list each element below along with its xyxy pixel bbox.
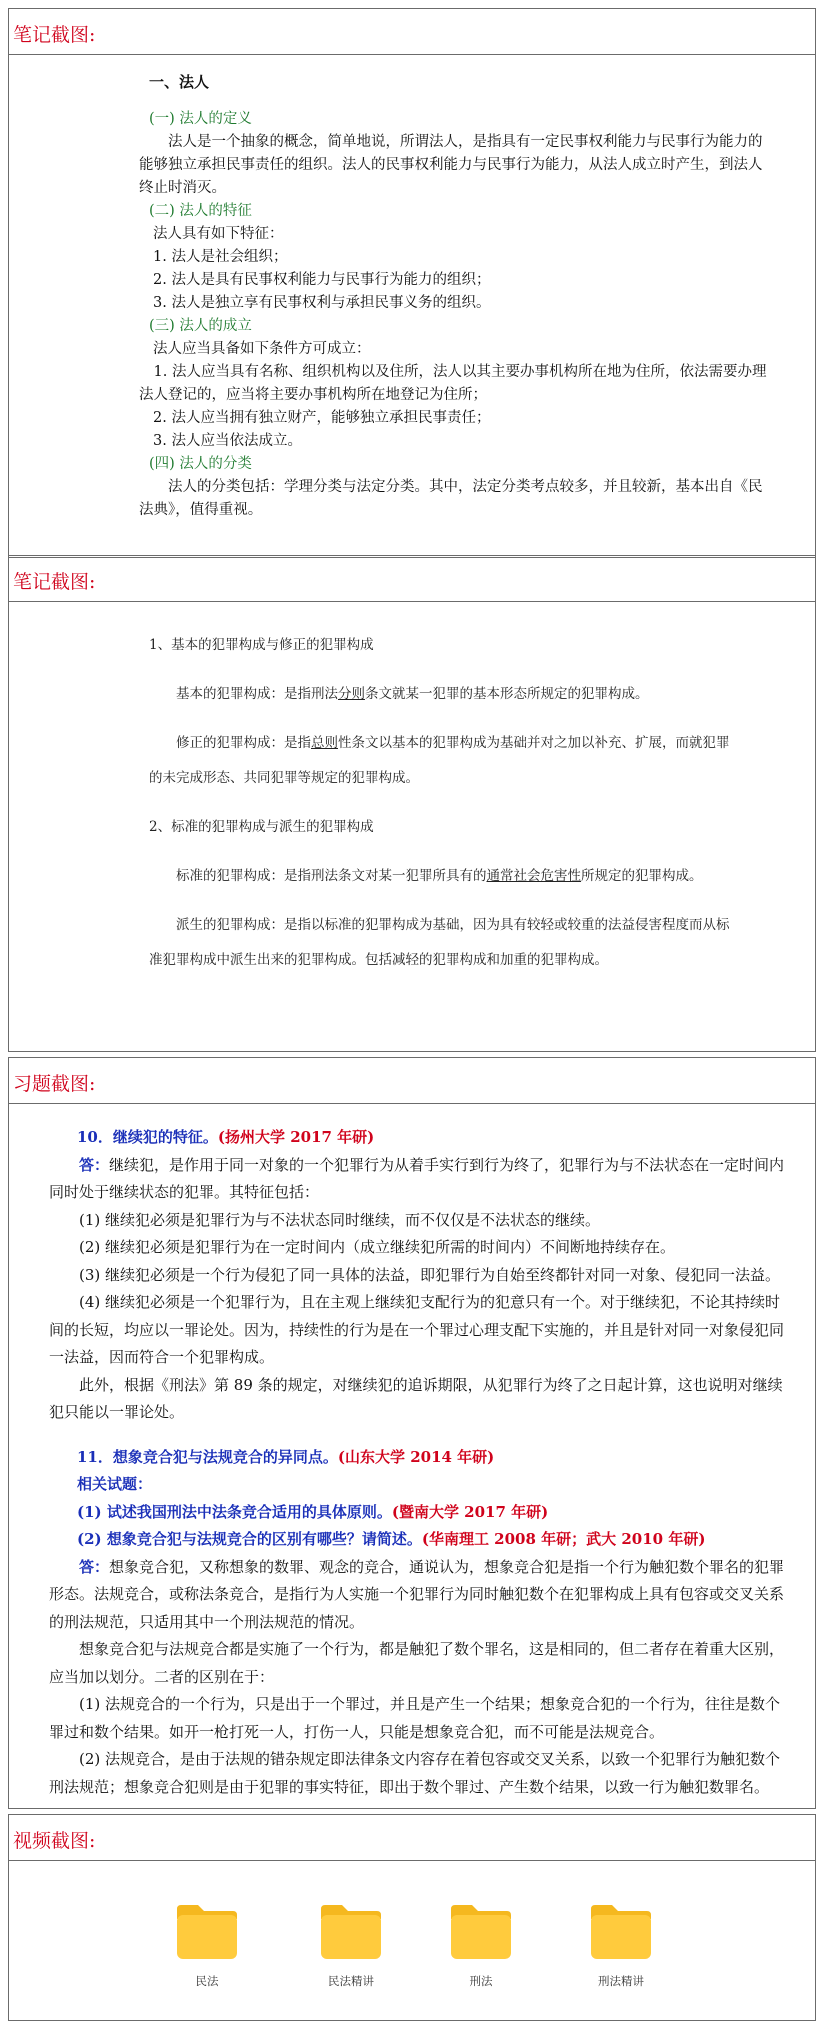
underlined-term: 分则 <box>338 686 365 702</box>
folder-list <box>9 1901 815 2011</box>
folder-icon <box>441 1901 521 1961</box>
question-source: (山东大学 2014 年研) <box>337 1447 495 1466</box>
folder-minfa[interactable] <box>167 1901 247 2001</box>
answer-label: 答： <box>79 1155 110 1174</box>
answer-item: (3) 继续犯必须是一个行为侵犯了同一具体的法益，即犯罪行为自始至终都针对同一对象、侵犯同一法益。 <box>79 1265 781 1284</box>
establishment-item: 2. 法人应当拥有独立财产，能够独立承担民事责任； <box>153 410 491 426</box>
subheading-classification: (四) 法人的分类 <box>149 456 252 472</box>
paragraph-standard: 标准的犯罪构成：是指刑法条文对某一犯罪所具有的通常社会危害性所规定的犯罪构成。 <box>176 868 703 884</box>
feature-item: 1. 法人是社会组织； <box>153 249 288 265</box>
topic-heading: 2、标准的犯罪构成与派生的犯罪构成 <box>149 819 374 835</box>
definition-paragraph: 法人是一个抽象的概念，简单地说，所谓法人，是指具有一定民事权利能力与民事行为能力的能够独立承担民事责任的组织。法人的民事权利能力与民事行为能力，从法人成立时产生，到法人终止时消灭。 <box>139 134 763 196</box>
section-header: 习题截图: <box>9 1058 815 1104</box>
video-section <box>8 1814 816 2021</box>
question-source: (暨南大学 2017 年研) <box>391 1502 549 1521</box>
folder-icon <box>167 1901 247 1961</box>
paragraph-derived: 派生的犯罪构成：是指以标准的犯罪构成为基础，因为具有较轻或较重的法益侵害程度而从标准犯罪构成中派生出来的犯罪构成。包括减轻的犯罪构成和加重的犯罪构成。 <box>149 917 730 968</box>
underlined-term: 总则 <box>311 735 338 751</box>
features-intro: 法人具有如下特征： <box>153 226 284 242</box>
establishment-item: 3. 法人应当依法成立。 <box>153 433 302 449</box>
question-11: 11．想象竞合犯与法规竞合的异同点。(山东大学 2014 年研) <box>77 1447 495 1466</box>
section-header: 笔记截图: <box>9 556 815 602</box>
subheading-establishment: (三) 法人的成立 <box>149 318 252 334</box>
subheading-definition: (一) 法人的定义 <box>149 111 252 127</box>
feature-item: 3. 法人是独立享有民事权利与承担民事义务的组织。 <box>153 295 491 311</box>
section-header: 笔记截图: <box>9 9 815 55</box>
notes-section-2 <box>8 555 816 1052</box>
answer-item: (1) 法规竞合的一个行为，只是出于一个罪过，并且是产生一个结果；想象竞合犯的一个行为，往往是数个罪过和数个结果。如开一枪打死一人，打伤一人，只能是想象竞合犯，而不可能是法规竞合。 <box>49 1695 781 1741</box>
exercises-content <box>49 1124 787 1801</box>
answer-item: (2) 法规竞合，是由于法规的错杂规定即法律条文内容存在着包容或交叉关系，以致一个犯罪行为触犯数个刑法规范；想象竞合犯则是由于犯罪的事实特征，即出于数个罪过、产生数个结果，以致一行为触犯数罪名。 <box>49 1750 781 1796</box>
exercises-section <box>8 1057 816 1809</box>
establishment-intro: 法人应当具备如下条件方可成立： <box>153 341 371 357</box>
answer-item: (4) 继续犯必须是一个犯罪行为，且在主观上继续犯支配行为的犯意只有一个。对于继续犯，不论其持续时间的长短，均应以一罪论处。因为，持续性的行为是在一个罪过心理支配下实施的，并且是针对同一对象侵犯同一法益，因而符合一个犯罪构成。 <box>49 1293 785 1366</box>
folder-minfa-jingjiang[interactable] <box>311 1901 391 2001</box>
notes-content <box>139 67 775 522</box>
answer-item: (2) 继续犯必须是犯罪行为在一定时间内（成立继续犯所需的时间内）不间断地持续存在。 <box>79 1238 676 1256</box>
paragraph-basic: 基本的犯罪构成：是指刑法分则条文就某一犯罪的基本形态所规定的犯罪构成。 <box>176 686 649 702</box>
folder-label: 民法精讲 <box>328 1974 374 1988</box>
related-question: (1) 试述我国刑法中法条竞合适用的具体原则。(暨南大学 2017 年研) <box>77 1502 549 1521</box>
notes-section-1 <box>8 8 816 558</box>
related-question: (2) 想象竞合犯与法规竞合的区别有哪些？请简述。(华南理工 2008 年研；武大 2010 年研) <box>77 1530 706 1548</box>
related-label: 相关试题： <box>77 1475 153 1493</box>
question-10: 10．继续犯的特征。(扬州大学 2017 年研) <box>77 1128 375 1146</box>
answer-paragraph: 答：想象竞合犯，又称想象的数罪、观念的竞合，通说认为，想象竞合犯是指一个行为触犯数个罪名的犯罪形态。法规竞合，或称法条竞合，是指行为人实施一个犯罪行为同时触犯数个在犯罪构成上具有包容或交叉关系的刑法规范，只适用其中一个刑法规范的情况。 <box>49 1557 785 1631</box>
folder-label: 刑法 <box>469 1974 493 1988</box>
answer-paragraph: 答：继续犯，是作用于同一对象的一个犯罪行为从着手实行到行为终了，犯罪行为与不法状态在一定时间内同时处于继续状态的犯罪。其特征包括： <box>49 1155 785 1201</box>
folder-icon <box>581 1901 661 1961</box>
answer-item: 想象竞合犯与法规竞合都是实施了一个行为，都是触犯了数个罪名，这是相同的，但二者存在着重大区别，应当加以划分。二者的区别在于： <box>49 1640 785 1686</box>
question-source: (华南理工 2008 年研；武大 2010 年研) <box>421 1530 706 1548</box>
answer-item: (1) 继续犯必须是犯罪行为与不法状态同时继续，而不仅仅是不法状态的继续。 <box>79 1210 601 1229</box>
answer-item: 此外，根据《刑法》第 89 条的规定，对继续犯的追诉期限，从犯罪行为终了之日起计算，这也说明对继续犯只能以一罪论处。 <box>49 1375 783 1421</box>
paragraph-modified: 修正的犯罪构成：是指总则性条文以基本的犯罪构成为基础并对之加以补充、扩展，而就犯罪的未完成形态、共同犯罪等规定的犯罪构成。 <box>149 735 730 786</box>
folder-xingfa[interactable] <box>441 1901 521 2001</box>
section-header: 视频截图: <box>9 1815 815 1861</box>
question-source: (扬州大学 2017 年研) <box>217 1128 375 1146</box>
topic-heading: 1、基本的犯罪构成与修正的犯罪构成 <box>149 637 374 653</box>
notes-title: 一、法人 <box>149 73 210 91</box>
answer-label: 答： <box>79 1557 110 1576</box>
subheading-features: (二) 法人的特征 <box>149 203 252 219</box>
notes-content <box>149 628 735 978</box>
feature-item: 2. 法人是具有民事权利能力与民事行为能力的组织； <box>153 272 491 288</box>
folder-icon <box>311 1901 391 1961</box>
underlined-term: 通常社会危害性 <box>486 868 581 884</box>
classification-paragraph: 法人的分类包括：学理分类与法定分类。其中，法定分类考点较多，并且较新，基本出自《民法典》，值得重视。 <box>139 479 763 518</box>
folder-label: 民法 <box>195 1974 219 1988</box>
establishment-item: 1. 法人应当具有名称、组织机构以及住所，法人以其主要办事机构所在地为住所，依法需要办理法人登记的，应当将主要办事机构所在地登记为住所； <box>139 364 767 403</box>
folder-xingfa-jingjiang[interactable] <box>581 1901 661 2001</box>
folder-label: 刑法精讲 <box>598 1974 644 1988</box>
